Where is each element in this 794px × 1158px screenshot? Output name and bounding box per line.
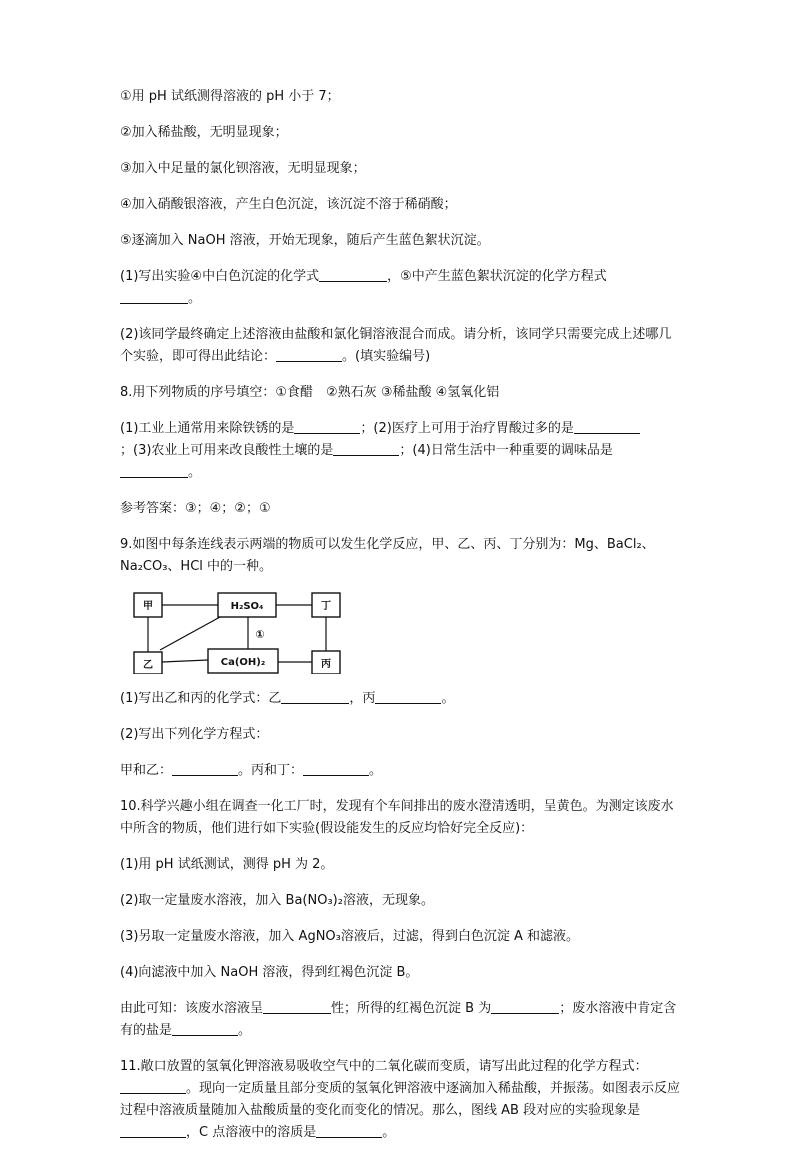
worksheet-page xyxy=(120,86,680,1158)
q10-concl-b: 性；所得的红褐色沉淀 B 为 xyxy=(331,1001,492,1016)
answer-blank[interactable] xyxy=(120,463,188,478)
q9-sub2-end: 。 xyxy=(369,763,383,778)
answer-blank[interactable] xyxy=(281,689,349,704)
answer-blank[interactable] xyxy=(491,999,559,1014)
q7-sub2-text-b: 。(填实验编号) xyxy=(342,349,431,364)
q7-step-5: ⑤逐滴加入 NaOH 溶液，开始无现象，随后产生蓝色絮状沉淀。 xyxy=(120,233,490,248)
q9-sub1-b: ，丙 xyxy=(349,691,376,706)
q8-blanks xyxy=(120,418,680,484)
q8-answer: 参考答案：③；④；②；① xyxy=(120,501,271,516)
answer-blank[interactable] xyxy=(172,761,238,776)
q10-step-3: (3)另取一定量废水溶液，加入 AgNO₃溶液后，过滤，得到白色沉淀 A 和滤液。 xyxy=(120,929,580,944)
q7-sub2 xyxy=(120,324,680,368)
reaction-diagram xyxy=(126,592,348,674)
q9-stem-line1: 9.如图中每条连线表示两端的物质可以发生化学反应，甲、乙、丙、丁分别为：Mg、BaCl₂、 xyxy=(120,537,655,552)
q7-sub1 xyxy=(120,266,680,310)
q10-step-1: (1)用 pH 试纸测试，测得 pH 为 2。 xyxy=(120,857,334,872)
q11-text-c: ，C 点溶液中的溶质是 xyxy=(186,1125,317,1140)
answer-blank[interactable] xyxy=(172,1021,238,1036)
q8-line-1 xyxy=(120,418,680,440)
q9-sub2: (2)写出下列化学方程式： xyxy=(120,727,269,742)
q7-step-3: ③加入中足量的氯化钡溶液，无明显现象； xyxy=(120,161,366,176)
q8-line2-b: ；(4)日常生活中一种重要的调味品是 xyxy=(399,443,613,458)
q10-concl-end: 。 xyxy=(238,1023,252,1038)
q10-conclusion xyxy=(120,998,680,1042)
q8-line1-a: (1)工业上通常用来除铁锈的是 xyxy=(120,421,295,436)
q7-step-4: ④加入硝酸银溶液，产生白色沉淀，该沉淀不溶于稀硝酸； xyxy=(120,197,457,212)
answer-blank[interactable] xyxy=(319,267,387,282)
node-jia: 甲 xyxy=(143,601,153,612)
q10-concl-a: 由此可知：该废水溶液呈 xyxy=(120,1001,264,1016)
q8-stem: 8.用下列物质的序号填空：①食醋 ②熟石灰 ③稀盐酸 ④氢氧化铝 xyxy=(120,385,500,400)
q10-concl-c: ；废水溶液中肯定含有的盐是 xyxy=(120,1001,677,1038)
q9-sub1 xyxy=(120,688,680,710)
q8-line3-end: 。 xyxy=(188,465,202,480)
q9-sub2-blanks xyxy=(120,760,680,782)
node-caoh2: Ca(OH)₂ xyxy=(220,657,266,668)
q9-stem-line2: Na₂CO₃、HCl 中的一种。 xyxy=(120,559,273,574)
answer-blank[interactable] xyxy=(120,1079,186,1094)
q8-line-2 xyxy=(120,440,680,462)
answer-blank[interactable] xyxy=(375,689,441,704)
q10-stem: 10.科学兴趣小组在调查一化工厂时，发现有个车间排出的废水澄清透明，呈黄色。为测定该废水中所含的物质，他们进行如下实验(假设能发生的反应均恰好完全反应)： xyxy=(120,799,674,836)
q7-step-2: ②加入稀盐酸，无明显现象； xyxy=(120,125,288,140)
q9-sub1-end: 。 xyxy=(441,691,455,706)
answer-blank[interactable] xyxy=(303,761,369,776)
q11-text-a: 11.敞口放置的氢氧化钾溶液易吸收空气中的二氧化碳而变质，请写出此过程的化学方程式： xyxy=(120,1059,648,1074)
q7-sub1-text-b: ，⑤中产生蓝色絮状沉淀的化学方程式 xyxy=(387,269,607,284)
answer-blank[interactable] xyxy=(120,1123,186,1138)
node-bing: 丙 xyxy=(321,659,331,670)
q7-step-1: ①用 pH 试纸测得溶液的 pH 小于 7； xyxy=(120,89,340,104)
q8-line2-a: ；(3)农业上可用来改良酸性土壤的是 xyxy=(120,443,334,458)
q8-line-3 xyxy=(120,462,680,484)
q11-text-end: 。 xyxy=(382,1125,396,1140)
link-marker: ① xyxy=(255,628,265,641)
node-ding: 丁 xyxy=(321,601,331,612)
answer-blank[interactable] xyxy=(294,419,360,434)
q9-sub1-a: (1)写出乙和丙的化学式：乙 xyxy=(120,691,282,706)
q7-sub1-end: 。 xyxy=(188,291,202,306)
q11-text xyxy=(120,1056,680,1144)
q7-sub1-text-a: (1)写出实验④中白色沉淀的化学式 xyxy=(120,269,320,284)
answer-blank[interactable] xyxy=(263,999,331,1014)
node-h2so4: H₂SO₄ xyxy=(230,601,264,612)
answer-blank[interactable] xyxy=(574,419,640,434)
answer-blank[interactable] xyxy=(333,441,399,456)
q10-step-4: (4)向滤液中加入 NaOH 溶液，得到红褐色沉淀 B。 xyxy=(120,965,419,980)
answer-blank[interactable] xyxy=(316,1123,382,1138)
q8-line1-b: ；(2)医疗上可用于治疗胃酸过多的是 xyxy=(360,421,574,436)
answer-blank[interactable] xyxy=(276,347,342,362)
q9-sub2-a: 甲和乙： xyxy=(120,763,173,778)
node-yi: 乙 xyxy=(143,660,153,671)
q11-text-b: 。现向一定质量且部分变质的氢氧化钾溶液中逐滴加入稀盐酸，并振荡。如图表示反应过程中溶液质量随加入盐酸质量的变化而变化的情况。那么，图线 AB 段对应的实验现象是 xyxy=(120,1081,681,1118)
q10-step-2: (2)取一定量废水溶液，加入 Ba(NO₃)₂溶液，无现象。 xyxy=(120,893,434,908)
q9-sub2-b: 。丙和丁： xyxy=(238,763,304,778)
answer-blank[interactable] xyxy=(120,289,188,304)
q7-sub2-text-a: (2)该同学最终确定上述溶液由盐酸和氯化铜溶液混合而成。请分析，该同学只需要完成上述哪几个实验，即可得出此结论： xyxy=(120,327,672,364)
q9-stem xyxy=(120,534,680,578)
